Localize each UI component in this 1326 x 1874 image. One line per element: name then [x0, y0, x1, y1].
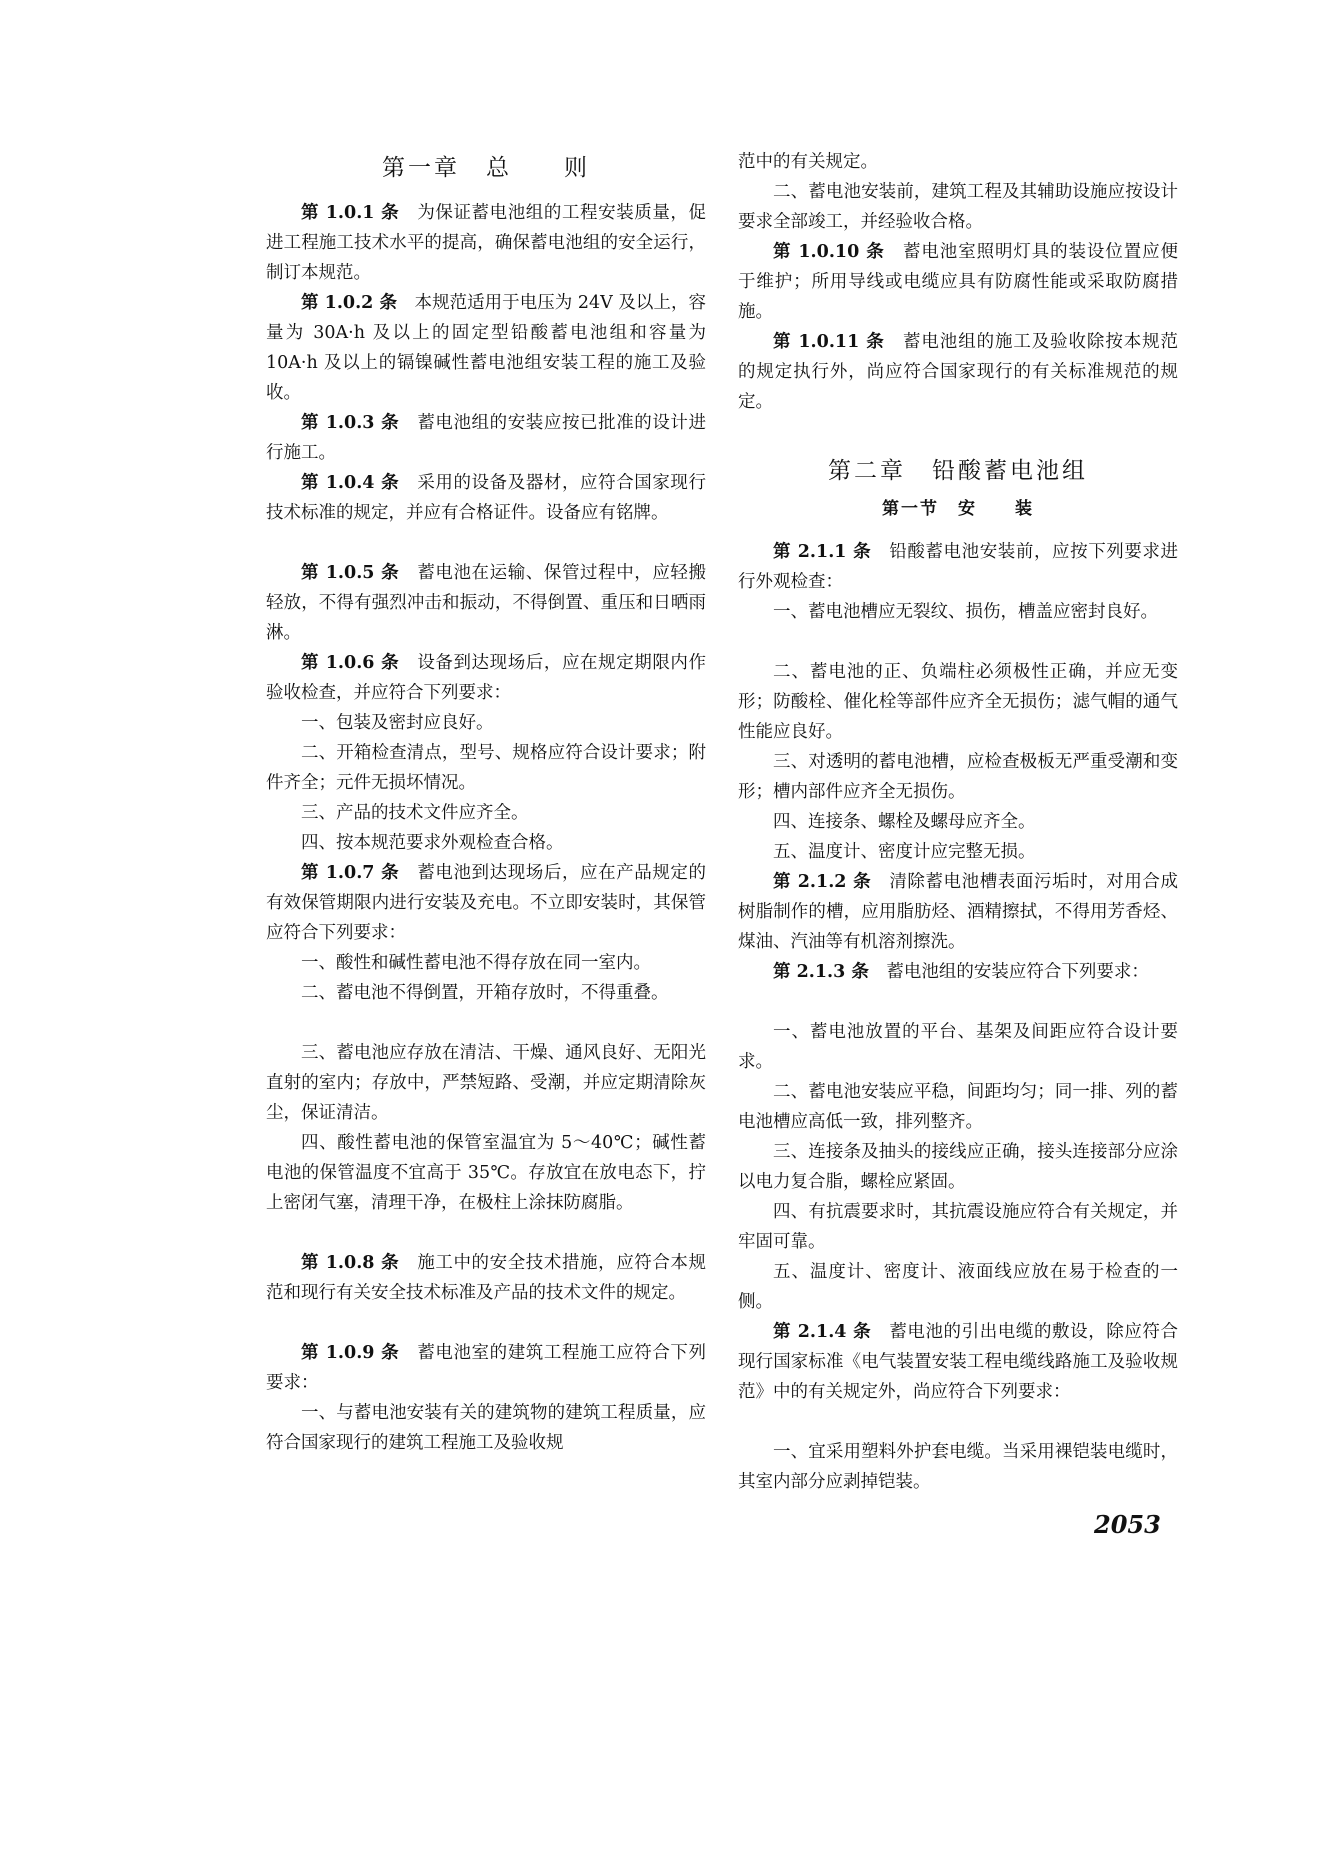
- article-number: 第 1.0.3 条: [301, 413, 400, 433]
- list-item-continued: 范中的有关规定。: [738, 152, 878, 172]
- list-item: 一、包装及密封应良好。: [301, 713, 494, 733]
- list-item: 二、蓄电池的正、负端柱必须极性正确，并应无变形；防酸栓、催化栓等部件应齐全无损伤；滤气帽的通气性能应良好。: [738, 662, 1178, 742]
- article-text: 为保证蓄电池组的工程安装质量，促进工程施工技术水平的提高，确保蓄电池组的安全运行，制订本规范。: [266, 203, 707, 283]
- list-item: 四、有抗震要求时，其抗震设施应符合有关规定，并牢固可靠。: [738, 1202, 1178, 1252]
- list-item: 二、蓄电池不得倒置，开箱存放时，不得重叠。: [301, 983, 669, 1003]
- article-1-0-6: [266, 648, 706, 708]
- article-1-0-9: [266, 1338, 706, 1398]
- list-item: 三、连接条及抽头的接线应正确，接头连接部分应涂以电力复合脂，螺栓应紧固。: [738, 1142, 1178, 1192]
- article-number: 第 2.1.2 条: [773, 872, 872, 892]
- article-text: 清除蓄电池槽表面污垢时，对用合成树脂制作的槽，应用脂肪烃、酒精擦拭，不得用芳香烃、煤油、汽油等有机溶剂擦洗。: [738, 872, 1179, 952]
- article-1-0-7: [266, 858, 706, 948]
- list-item: 五、温度计、密度计、液面线应放在易于检查的一侧。: [738, 1262, 1178, 1312]
- list-item: 三、蓄电池应存放在清洁、干燥、通风良好、无阳光直射的室内；存放中，严禁短路、受潮，并应定期清除灰尘，保证清洁。: [266, 1043, 706, 1123]
- list-item: 二、蓄电池安装前，建筑工程及其辅助设施应按设计要求全部竣工，并经验收合格。: [738, 182, 1178, 232]
- article-text: 蓄电池组的施工及验收除按本规范的规定执行外，尚应符合国家现行的有关标准规范的规定。: [738, 332, 1178, 412]
- article-text: 蓄电池室的建筑工程施工应符合下列要求：: [266, 1343, 707, 1393]
- article-text: 设备到达现场后，应在规定期限内作验收检查，并应符合下列要求：: [266, 653, 707, 703]
- list-item: 二、蓄电池安装应平稳，间距均匀；同一排、列的蓄电池槽应高低一致，排列整齐。: [738, 1082, 1178, 1132]
- article-number: 第 1.0.10 条: [773, 242, 885, 262]
- article-number: 第 2.1.3 条: [773, 962, 869, 982]
- list-item: 一、宜采用塑料外护套电缆。当采用裸铠装电缆时，其室内部分应剥掉铠装。: [738, 1442, 1178, 1492]
- article-number: 第 1.0.5 条: [301, 563, 400, 583]
- article-text: 蓄电池室照明灯具的装设位置应便于维护；所用导线或电缆应具有防腐性能或采取防腐措施。: [738, 242, 1178, 322]
- article-2-1-4: [738, 1317, 1178, 1407]
- list-item: 四、按本规范要求外观检查合格。: [301, 833, 564, 853]
- article-1-0-8: [266, 1248, 706, 1308]
- list-item: 三、产品的技术文件应齐全。: [301, 803, 529, 823]
- article-1-0-1: [266, 198, 706, 288]
- article-text: 蓄电池到达现场后，应在产品规定的有效保管期限内进行安装及充电。不立即安装时，其保管应符合下列要求：: [266, 863, 707, 943]
- list-item: 一、酸性和碱性蓄电池不得存放在同一室内。: [301, 953, 651, 973]
- list-item: 一、蓄电池槽应无裂纹、损伤，槽盖应密封良好。: [773, 602, 1158, 622]
- article-2-1-3: [738, 957, 1178, 987]
- chapter-2-title: 第二章 铅酸蓄电池组: [828, 458, 1088, 484]
- article-text: 施工中的安全技术措施，应符合本规范和现行有关安全技术标准及产品的技术文件的规定。: [266, 1253, 707, 1303]
- section-1-title: 第一节 安 装: [882, 499, 1034, 519]
- list-item: 一、与蓄电池安装有关的建筑物的建筑工程质量，应符合国家现行的建筑工程施工及验收规: [266, 1403, 706, 1453]
- article-number: 第 1.0.9 条: [301, 1343, 400, 1363]
- article-number: 第 2.1.4 条: [773, 1322, 872, 1342]
- list-item: 二、开箱检查清点，型号、规格应符合设计要求；附件齐全；元件无损坏情况。: [266, 743, 706, 793]
- article-2-1-2: [738, 867, 1178, 957]
- list-item: 三、对透明的蓄电池槽，应检查极板无严重受潮和变形；槽内部件应齐全无损伤。: [738, 752, 1178, 802]
- list-item: 一、蓄电池放置的平台、基架及间距应符合设计要求。: [738, 1022, 1178, 1072]
- article-number: 第 1.0.6 条: [301, 653, 400, 673]
- article-number: 第 1.0.8 条: [301, 1253, 400, 1273]
- page-number: 2053: [1094, 1510, 1161, 1539]
- article-1-0-4: [266, 468, 706, 528]
- article-text: 蓄电池组的安装应符合下列要求：: [886, 962, 1149, 982]
- article-number: 第 1.0.2 条: [301, 293, 398, 313]
- article-text: 本规范适用于电压为 24V 及以上，容量为 30A·h 及以上的固定型铅酸蓄电池组和容量为 10A·h 及以上的镉镍碱性蓄电池组安装工程的施工及验收。: [266, 293, 706, 403]
- list-item: 五、温度计、密度计应完整无损。: [773, 842, 1036, 862]
- article-1-0-5: [266, 558, 706, 648]
- article-text: 蓄电池组的安装应按已批准的设计进行施工。: [266, 413, 707, 463]
- article-text: 铅酸蓄电池安装前，应按下列要求进行外观检查：: [738, 542, 1179, 592]
- article-text: 蓄电池在运输、保管过程中，应轻搬轻放，不得有强烈冲击和振动，不得倒置、重压和日晒雨淋。: [266, 563, 707, 643]
- article-number: 第 1.0.4 条: [301, 473, 400, 493]
- article-number: 第 1.0.11 条: [773, 332, 885, 352]
- article-number: 第 1.0.7 条: [301, 863, 400, 883]
- article-number: 第 2.1.1 条: [773, 542, 872, 562]
- article-text: 蓄电池的引出电缆的敷设，除应符合现行国家标准《电气装置安装工程电缆线路施工及验收规范》中的有关规定外，尚应符合下列要求：: [738, 1322, 1179, 1402]
- list-item: 四、连接条、螺栓及螺母应齐全。: [773, 812, 1036, 832]
- chapter-1-title: 第一章 总 则: [382, 155, 590, 181]
- article-text: 采用的设备及器材，应符合国家现行技术标准的规定，并应有合格证件。设备应有铭牌。: [266, 473, 707, 523]
- article-1-0-11: [738, 327, 1178, 417]
- article-1-0-3: [266, 408, 706, 468]
- article-number: 第 1.0.1 条: [301, 203, 400, 223]
- list-item: 四、酸性蓄电池的保管室温宜为 5～40℃；碱性蓄电池的保管温度不宜高于 35℃。存放宜在放电态下，拧上密闭气塞，清理干净，在极柱上涂抹防腐脂。: [266, 1133, 706, 1213]
- article-1-0-2: [266, 288, 706, 408]
- article-1-0-10: [738, 237, 1178, 327]
- article-2-1-1: [738, 537, 1178, 597]
